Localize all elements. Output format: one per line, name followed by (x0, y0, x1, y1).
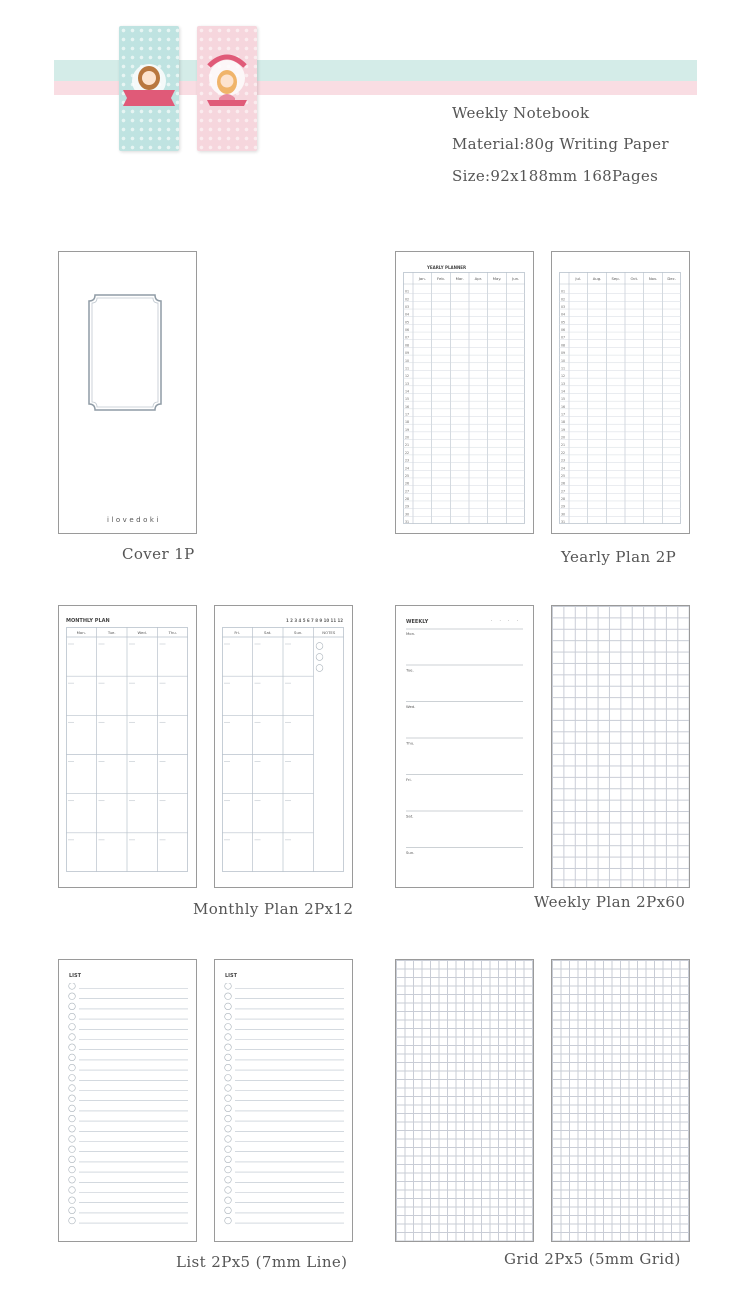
list-checkbox-icon (225, 1064, 232, 1071)
monthly-left-table-svg (66, 627, 188, 872)
list-lines-left (68, 983, 188, 1233)
list-checkbox-icon (69, 993, 76, 1000)
list-page-right (214, 959, 353, 1242)
list-checkbox-icon (225, 1156, 232, 1163)
svg-text:30: 30 (561, 512, 566, 517)
list-checkbox-icon (225, 1075, 232, 1082)
svg-text:02: 02 (561, 297, 566, 302)
svg-text:18: 18 (561, 420, 566, 425)
svg-text:06: 06 (561, 328, 566, 333)
list-checkbox-icon (225, 1177, 232, 1184)
list-checkbox-icon (69, 1013, 76, 1020)
list-checkbox-icon (69, 1064, 76, 1071)
svg-text:26: 26 (405, 481, 410, 486)
list-title-left: LIST (69, 973, 82, 979)
list-checkbox-icon (225, 1085, 232, 1092)
list-checkbox-icon (69, 1085, 76, 1092)
svg-text:13: 13 (561, 381, 566, 386)
month-label: Apr. (474, 276, 483, 281)
notes-label: NOTES (322, 630, 336, 635)
svg-text:01: 01 (561, 289, 566, 294)
svg-text:01: 01 (405, 289, 410, 294)
svg-text:20: 20 (561, 435, 566, 440)
month-label: May. (492, 276, 502, 281)
list-checkbox-icon (225, 1187, 232, 1194)
svg-text:05: 05 (561, 320, 566, 325)
list-checkbox-icon (225, 1034, 232, 1041)
list-checkbox-icon (225, 1146, 232, 1153)
princess-illustration-icon (197, 26, 257, 151)
list-caption: List 2Px5 (7mm Line) (176, 1253, 348, 1271)
svg-text:11: 11 (405, 366, 410, 371)
list-checkbox-icon (69, 1156, 76, 1163)
svg-text:22: 22 (561, 450, 566, 455)
svg-text:23: 23 (561, 458, 566, 463)
svg-text:08: 08 (561, 343, 566, 348)
list-checkbox-icon (69, 1207, 76, 1214)
weekly-grid-page (551, 605, 690, 888)
list-checkbox-icon (225, 993, 232, 1000)
list-checkbox-icon (225, 1044, 232, 1051)
list-checkbox-icon (69, 1166, 76, 1173)
monthly-right-table-svg (222, 627, 344, 872)
day-label: Fri. (234, 630, 241, 635)
list-checkbox-icon (225, 1003, 232, 1010)
monthly-title: MONTHLY PLAN (66, 618, 110, 624)
list-checkbox-icon (225, 1217, 232, 1224)
svg-text:31: 31 (405, 520, 410, 524)
svg-text:15: 15 (405, 397, 410, 402)
month-label: Mar. (455, 276, 464, 281)
svg-text:19: 19 (405, 427, 410, 432)
svg-text:25: 25 (405, 473, 410, 478)
list-checkbox-icon (225, 1105, 232, 1112)
weekly-day-list (406, 628, 523, 873)
weekly-date-dots: · · · · (491, 618, 521, 623)
cover-brand: ilovedoki (107, 516, 161, 524)
weekday-label: Sat. (406, 813, 414, 819)
svg-text:16: 16 (405, 404, 410, 409)
list-checkbox-icon (225, 1166, 232, 1173)
list-checkbox-icon (69, 1095, 76, 1102)
svg-text:30: 30 (405, 512, 410, 517)
list-checkbox-icon (69, 1003, 76, 1010)
month-label: Jul. (575, 276, 582, 281)
list-checkbox-icon (69, 1146, 76, 1153)
yearly-page-right (551, 251, 690, 534)
svg-text:13: 13 (405, 381, 410, 386)
list-checkbox-icon (69, 1115, 76, 1122)
cover-caption: Cover 1P (122, 545, 195, 563)
yearly-table-right (559, 272, 681, 524)
weekly-days-svg (406, 628, 523, 873)
month-label: Jun. (512, 276, 520, 281)
list-svg-0 (68, 983, 188, 1233)
list-checkbox-icon (69, 1136, 76, 1143)
svg-text:24: 24 (561, 466, 566, 471)
svg-text:26: 26 (561, 481, 566, 486)
weekday-label: Sun. (406, 850, 415, 855)
svg-text:28: 28 (561, 496, 566, 501)
svg-text:27: 27 (405, 489, 410, 494)
list-checkbox-icon (225, 1207, 232, 1214)
list-checkbox-icon (225, 1126, 232, 1133)
list-checkbox-icon (225, 1095, 232, 1102)
svg-text:12: 12 (405, 374, 410, 379)
list-checkbox-icon (225, 1136, 232, 1143)
mint-notebook-cover-image (119, 26, 179, 151)
weekday-label: Mon. (406, 631, 416, 636)
list-checkbox-icon (69, 1177, 76, 1184)
svg-text:05: 05 (405, 320, 410, 325)
monthly-month-numbers: 1 2 3 4 5 6 7 8 9 10 11 12 (286, 618, 344, 623)
list-checkbox-icon (69, 1075, 76, 1082)
svg-text:04: 04 (561, 312, 566, 317)
pink-notebook-cover-image (197, 26, 257, 151)
monthly-page-right (214, 605, 353, 888)
list-checkbox-icon (69, 1217, 76, 1224)
product-size: Size:92x188mm 168Pages (452, 167, 659, 185)
monthly-caption: Monthly Plan 2Px12 (193, 900, 354, 918)
svg-text:20: 20 (405, 435, 410, 440)
list-checkbox-icon (225, 1013, 232, 1020)
list-checkbox-icon (69, 1044, 76, 1051)
svg-text:03: 03 (561, 305, 566, 310)
cover-page (58, 251, 197, 534)
svg-text:18: 18 (405, 420, 410, 425)
svg-text:21: 21 (405, 443, 410, 448)
monthly-table-left (66, 627, 188, 872)
svg-text:29: 29 (561, 504, 566, 509)
svg-text:17: 17 (405, 412, 410, 417)
day-label: Wed. (137, 630, 147, 635)
svg-text:06: 06 (405, 328, 410, 333)
monthly-table-right (222, 627, 344, 872)
list-checkbox-icon (225, 1054, 232, 1061)
grid-caption: Grid 2Px5 (5mm Grid) (504, 1250, 681, 1268)
svg-text:24: 24 (405, 466, 410, 471)
list-checkbox-icon (69, 1024, 76, 1031)
day-label: Sun. (294, 630, 303, 635)
svg-text:08: 08 (405, 343, 410, 348)
svg-text:27: 27 (561, 489, 566, 494)
note-checkbox-icon (316, 665, 323, 672)
svg-text:09: 09 (405, 351, 410, 356)
svg-text:11: 11 (561, 366, 566, 371)
list-checkbox-icon (69, 1105, 76, 1112)
weekday-label: Thu. (406, 740, 415, 746)
svg-text:19: 19 (561, 427, 566, 432)
grid-page-right (551, 959, 690, 1242)
svg-text:07: 07 (561, 335, 566, 340)
month-label: Aug. (592, 276, 602, 281)
svg-text:17: 17 (561, 412, 566, 417)
svg-text:23: 23 (405, 458, 410, 463)
svg-text:14: 14 (561, 389, 566, 394)
yearly-title: YEARLY PLANNER (427, 265, 467, 270)
list-checkbox-icon (225, 1197, 232, 1204)
svg-text:02: 02 (405, 297, 410, 302)
day-label: Sat. (264, 630, 272, 635)
weekly-title: WEEKLY (406, 619, 429, 625)
yearly-page-left (395, 251, 534, 534)
list-checkbox-icon (69, 983, 76, 989)
weekly-caption: Weekly Plan 2Px60 (534, 893, 686, 911)
note-checkbox-icon (316, 643, 323, 650)
weekday-label: Fri. (406, 777, 412, 782)
svg-text:31: 31 (561, 520, 566, 524)
svg-text:14: 14 (405, 389, 410, 394)
svg-text:03: 03 (405, 305, 410, 310)
product-material: Material:80g Writing Paper (452, 135, 669, 153)
svg-text:21: 21 (561, 443, 566, 448)
svg-text:10: 10 (405, 358, 410, 363)
yearly-right-table-svg (559, 272, 681, 524)
yearly-caption: Yearly Plan 2P (561, 548, 677, 566)
weekday-label: Wed. (406, 704, 416, 709)
grid-page-left (395, 959, 534, 1242)
list-checkbox-icon (69, 1197, 76, 1204)
svg-text:29: 29 (405, 504, 410, 509)
month-label: Sep. (611, 276, 620, 281)
list-svg-1 (224, 983, 344, 1233)
month-label: Feb. (437, 276, 445, 281)
svg-text:16: 16 (561, 404, 566, 409)
svg-text:09: 09 (561, 351, 566, 356)
weekday-label: Tue. (406, 667, 414, 673)
svg-text:04: 04 (405, 312, 410, 317)
monthly-page-left (58, 605, 197, 888)
weekly-page-left (395, 605, 534, 888)
month-label: Nov. (648, 276, 658, 281)
list-checkbox-icon (69, 1126, 76, 1133)
list-checkbox-icon (69, 1187, 76, 1194)
note-checkbox-icon (316, 654, 323, 661)
svg-text:22: 22 (405, 450, 410, 455)
svg-text:25: 25 (561, 473, 566, 478)
girl-illustration-icon (119, 26, 179, 151)
list-checkbox-icon (69, 1054, 76, 1061)
list-lines-right (224, 983, 344, 1233)
day-label: Tue. (107, 630, 116, 635)
list-checkbox-icon (69, 1034, 76, 1041)
list-checkbox-icon (225, 1115, 232, 1122)
svg-text:15: 15 (561, 397, 566, 402)
day-label: Thu. (168, 630, 177, 635)
list-title-right: LIST (225, 973, 238, 979)
month-label: Oct. (630, 276, 639, 281)
day-label: Mon. (76, 630, 86, 635)
month-label: Jan. (418, 276, 426, 281)
svg-text:12: 12 (561, 374, 566, 379)
month-label: Dec. (667, 276, 676, 281)
product-name: Weekly Notebook (452, 104, 590, 122)
list-checkbox-icon (225, 1024, 232, 1031)
cover-frame-icon (59, 252, 196, 533)
svg-text:10: 10 (561, 358, 566, 363)
list-checkbox-icon (225, 983, 232, 989)
svg-text:28: 28 (405, 496, 410, 501)
yearly-left-table-svg (403, 272, 525, 524)
svg-text:07: 07 (405, 335, 410, 340)
yearly-table-left (403, 272, 525, 524)
list-page-left (58, 959, 197, 1242)
